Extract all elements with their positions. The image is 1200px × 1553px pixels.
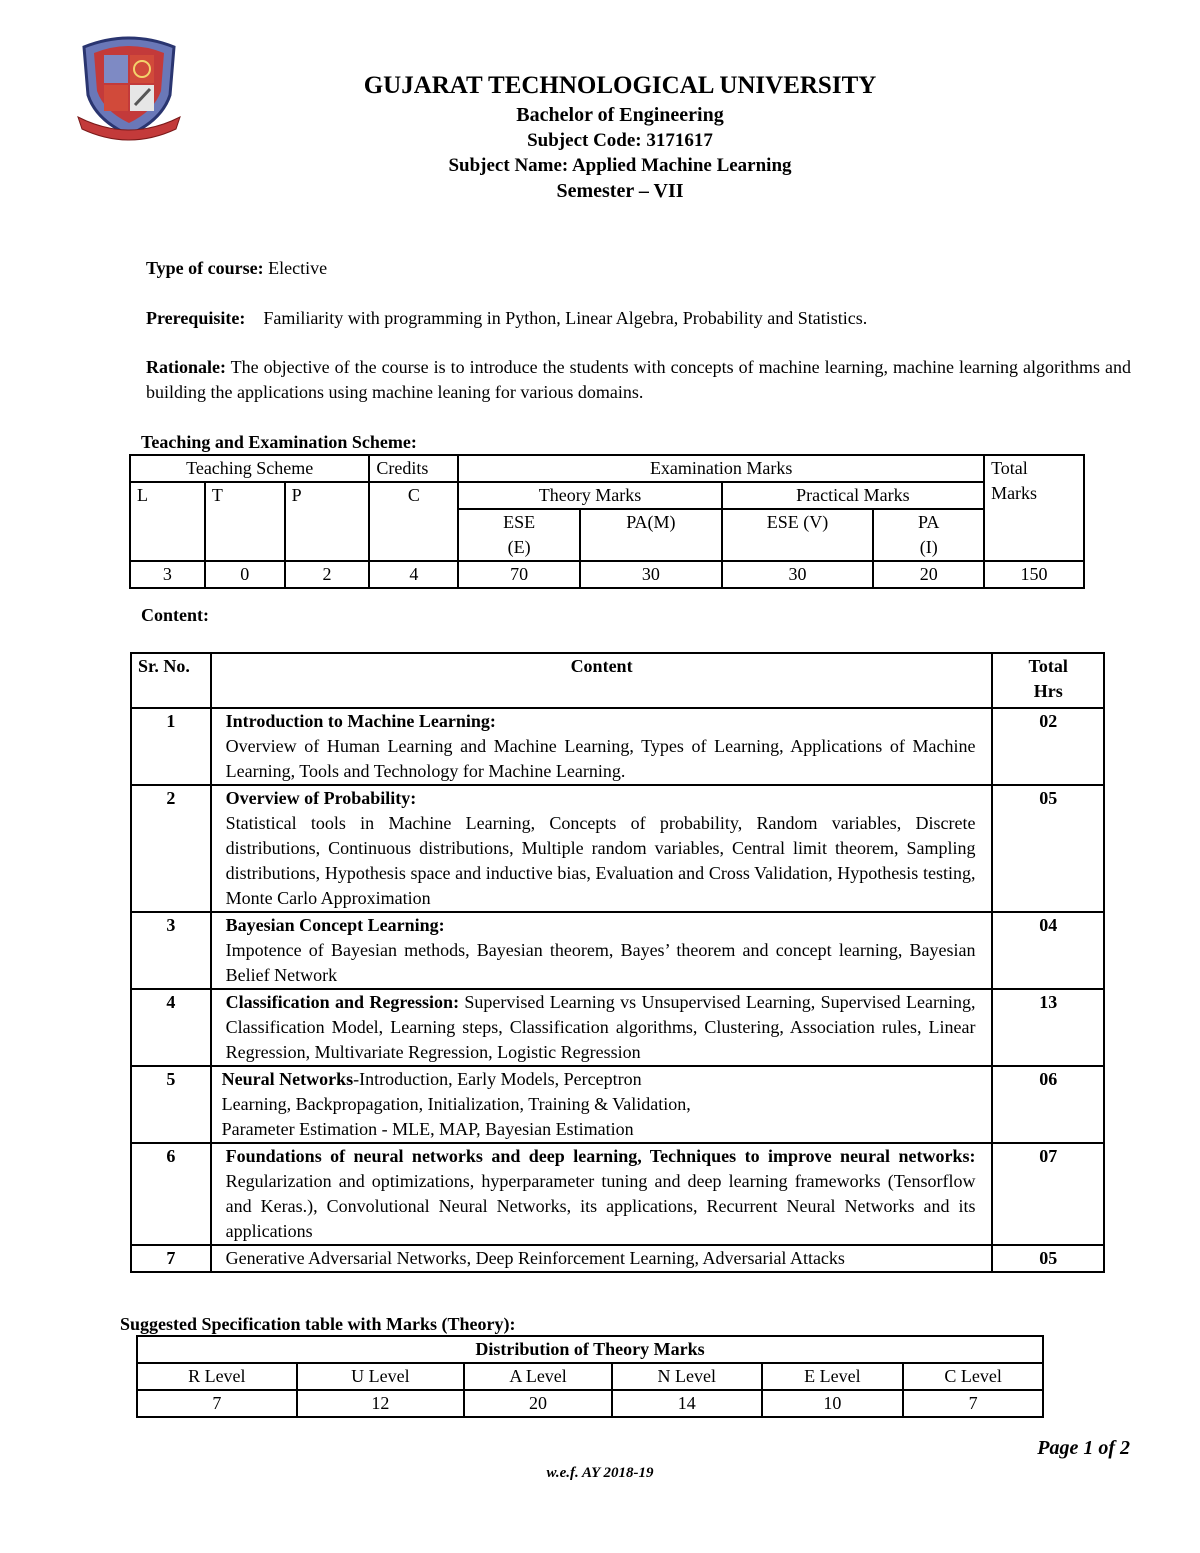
teaching-scheme-header: Teaching Scheme <box>130 455 369 482</box>
hours: 05 <box>992 785 1104 912</box>
content-cell <box>211 912 993 989</box>
table-row <box>131 785 1104 912</box>
p-value: 2 <box>285 561 370 588</box>
p-header: P <box>285 482 370 561</box>
unit-text: Supervised Learning vs Unsupervised Learning, Supervised Learning, Classification Model, Learning steps, Classification algorithms, Clustering, Association rules, Linear Regression, Multivariate Regression, Logistic Regression <box>225 992 976 1062</box>
spec-table <box>136 1335 1044 1418</box>
content-title: Content: <box>141 605 209 625</box>
wef-note: w.e.f. AY 2018-19 <box>546 1465 654 1481</box>
t-value: 0 <box>205 561 285 588</box>
unit-text: Overview of Human Learning and Machine Learning, Types of Learning, Applications of Machine Learning, Tools and Technology for Machine Learning. <box>225 736 976 781</box>
content-cell <box>211 1066 993 1143</box>
unit-text-line3: Parameter Estimation - MLE, MAP, Bayesian Estimation <box>221 1119 634 1139</box>
table-row <box>131 989 1104 1066</box>
prerequisite-value: Familiarity with programming in Python, Linear Algebra, Probability and Statistics. <box>263 308 868 328</box>
hours: 07 <box>992 1143 1104 1245</box>
table-row <box>131 1066 1104 1143</box>
content-cell: Generative Adversarial Networks, Deep Reinforcement Learning, Adversarial Attacks <box>211 1245 993 1272</box>
subject-name: Subject Name: Applied Machine Learning <box>448 155 792 176</box>
ese-e-line2: (E) <box>507 537 531 557</box>
unit-text: Statistical tools in Machine Learning, Concepts of probability, Random variables, Discrete distributions, Continuous distributions, Multiple random variables, Central limit theorem, Sampling distributions, Hypothesis space and inductive bias, Evaluation and Cross Validation, Hypothesis testing, Monte Carlo Approximation <box>225 813 976 908</box>
pa-i-line1: PA <box>918 512 940 532</box>
credits-header: Credits <box>369 455 458 482</box>
sr-no: 3 <box>131 912 211 989</box>
university-title: GUJARAT TECHNOLOGICAL UNIVERSITY <box>363 72 877 99</box>
rationale-value: The objective of the course is to introduce the students with concepts of machine learning, machine learning algorithms and building the applications using machine leaning for various domains. <box>146 357 1131 402</box>
table-row <box>131 1143 1104 1245</box>
level-marks: 7 <box>903 1390 1043 1417</box>
course-type-value: Elective <box>263 258 328 278</box>
sr-no: 4 <box>131 989 211 1066</box>
pa-i-value: 20 <box>873 561 984 588</box>
sr-no: 5 <box>131 1066 211 1143</box>
hours: 04 <box>992 912 1104 989</box>
sr-no: 2 <box>131 785 211 912</box>
l-value: 3 <box>130 561 205 588</box>
rationale-label: Rationale: <box>146 357 226 377</box>
level-header: E Level <box>762 1363 904 1390</box>
content-header: Content <box>211 653 993 708</box>
pa-m-header: PA(M) <box>580 509 722 561</box>
unit-heading: Foundations of neural networks and deep learning, Techniques to improve neural networks: <box>225 1146 976 1166</box>
total-hrs-header <box>992 653 1104 708</box>
rationale <box>146 355 1131 405</box>
hours: 06 <box>992 1066 1104 1143</box>
level-marks: 12 <box>297 1390 465 1417</box>
practical-marks-header: Practical Marks <box>722 482 984 509</box>
t-header: T <box>205 482 285 561</box>
scheme-table <box>129 454 1085 589</box>
level-header: N Level <box>612 1363 762 1390</box>
level-header: U Level <box>297 1363 465 1390</box>
content-cell <box>211 989 993 1066</box>
total-hrs-line2: Hrs <box>1033 681 1063 701</box>
scheme-title: Teaching and Examination Scheme: <box>141 432 417 452</box>
unit-text: Impotence of Bayesian methods, Bayesian theorem, Bayes’ theorem and concept learning, Bayesian Belief Network <box>225 940 976 985</box>
degree-title: Bachelor of Engineering <box>516 104 724 126</box>
unit-heading: Classification and Regression: <box>225 992 460 1012</box>
course-type <box>146 256 327 281</box>
unit-heading: Introduction to Machine Learning: <box>225 711 496 731</box>
level-marks: 7 <box>137 1390 297 1417</box>
unit-heading: Overview of Probability: <box>225 788 417 808</box>
table-row <box>131 1245 1104 1272</box>
level-header: R Level <box>137 1363 297 1390</box>
table-row <box>131 912 1104 989</box>
ese-v-header: ESE (V) <box>722 509 874 561</box>
level-header: C Level <box>903 1363 1043 1390</box>
unit-heading: Bayesian Concept Learning: <box>225 915 445 935</box>
semester: Semester – VII <box>556 180 684 202</box>
exam-marks-header: Examination Marks <box>458 455 984 482</box>
hours: 05 <box>992 1245 1104 1272</box>
sr-no: 1 <box>131 708 211 785</box>
pa-i-header <box>873 509 984 561</box>
content-cell <box>211 785 993 912</box>
unit-text-line1: -Introduction, Early Models, Perceptron <box>353 1069 642 1089</box>
subject-code: Subject Code: 3171617 <box>527 130 713 151</box>
c-header: C <box>369 482 458 561</box>
unit-text: Regularization and optimizations, hyperparameter tuning and deep learning frameworks (Tensorflow and Keras.), Convolutional Neural Networks, its applications, Recurrent Neural Networks and its applications <box>225 1171 976 1241</box>
ese-e-line1: ESE <box>503 512 536 532</box>
table-row <box>131 708 1104 785</box>
level-marks: 20 <box>464 1390 612 1417</box>
content-table <box>130 652 1105 1273</box>
pa-i-line2: (I) <box>919 537 938 557</box>
hours: 13 <box>992 989 1104 1066</box>
unit-heading: Neural Networks <box>221 1069 354 1089</box>
total-marks-line2: Marks <box>991 483 1038 503</box>
level-marks: 14 <box>612 1390 762 1417</box>
page-number: Page 1 of 2 <box>1037 1437 1130 1459</box>
unit-text-line2: Learning, Backpropagation, Initialization, Training & Validation, <box>221 1094 691 1114</box>
prerequisite <box>146 306 867 331</box>
sr-no-header: Sr. No. <box>131 653 211 708</box>
hours: 02 <box>992 708 1104 785</box>
total-marks-line1: Total <box>991 458 1028 478</box>
spec-title: Suggested Specification table with Marks (Theory): <box>120 1314 516 1334</box>
total-value: 150 <box>984 561 1084 588</box>
course-type-label: Type of course: <box>146 258 264 278</box>
level-marks: 10 <box>762 1390 904 1417</box>
ese-value: 70 <box>458 561 580 588</box>
c-value: 4 <box>369 561 458 588</box>
theory-marks-header: Theory Marks <box>458 482 721 509</box>
sr-no: 6 <box>131 1143 211 1245</box>
content-cell <box>211 1143 993 1245</box>
spec-caption: Distribution of Theory Marks <box>137 1336 1043 1363</box>
sr-no: 7 <box>131 1245 211 1272</box>
content-cell <box>211 708 993 785</box>
ese-v-value: 30 <box>722 561 874 588</box>
total-hrs-line1: Total <box>1028 656 1068 676</box>
ese-e-header <box>458 509 580 561</box>
level-header: A Level <box>464 1363 612 1390</box>
pa-m-value: 30 <box>580 561 722 588</box>
prerequisite-label: Prerequisite: <box>146 308 246 328</box>
l-header: L <box>130 482 205 561</box>
total-marks-header <box>984 455 1084 561</box>
